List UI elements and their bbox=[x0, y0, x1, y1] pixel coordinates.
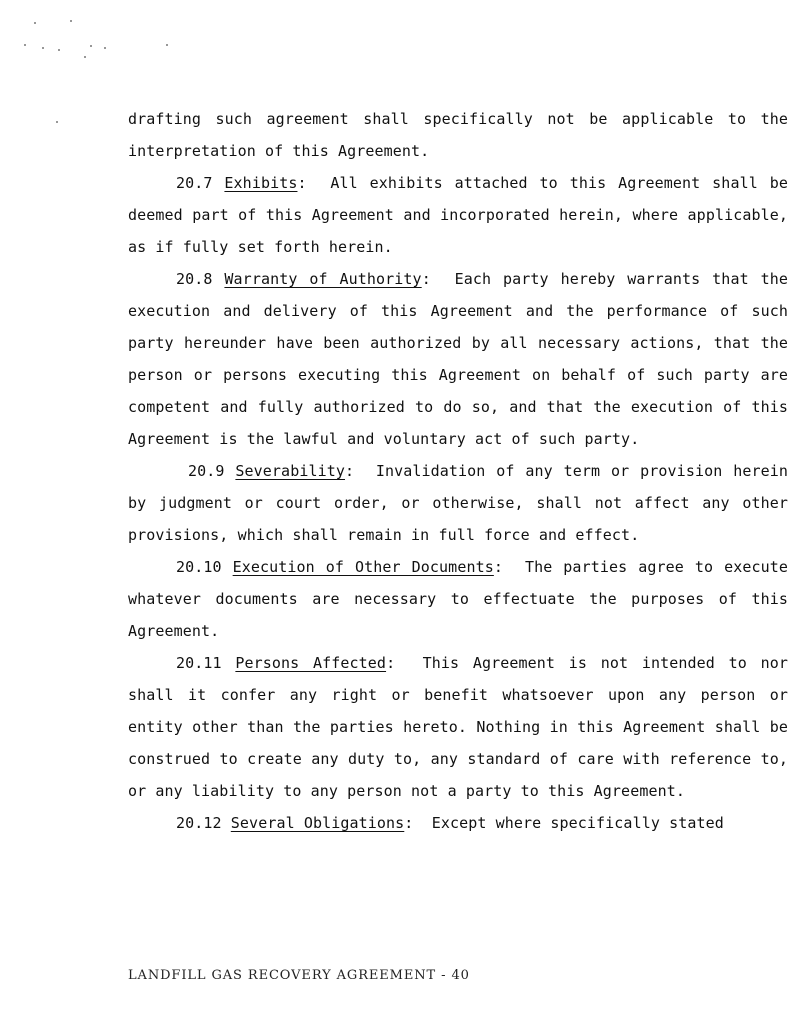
section-number: 20.7 bbox=[176, 174, 213, 192]
section-heading: Several Obligations bbox=[230, 814, 405, 832]
paragraph-20-8: 20.8 Warranty of Authority: Each party hereby warrants that the execution and delivery of this Agreement and the performance of such party hereunder have been authorized by all necessary actions, that the person or persons executing this Agreement on behalf of such party are competent and fully authorized to do so, and that the execution of this Agreement is the lawful and voluntary act of such party. bbox=[128, 270, 788, 448]
paragraph-text: All exhibits attached to this Agreement shall be deemed part of this Agreement and incorporated herein, where applicable, as if fully set forth herein. bbox=[128, 174, 788, 256]
section-number: 20.12 bbox=[176, 814, 222, 832]
section-number: 20.9 bbox=[188, 462, 225, 480]
paragraph-text: This Agreement is not intended to nor shall it confer any right or benefit whatsoever upon any person or entity other than the parties hereto. Nothing in this Agreement shall be construed to create any duty to, any standard of care with reference to, or any liability to any person not a party to this Agreement. bbox=[128, 654, 788, 800]
paragraph-text: Each party hereby warrants that the execution and delivery of this Agreement and the performance of such party hereunder have been authorized by all necessary actions, that the person or persons executing this Agreement on behalf of such party are competent and fully authorized to do so, and that the execution of this Agreement is the lawful and voluntary act of such party. bbox=[128, 270, 788, 448]
paragraph-20-9: 20.9 Severability: Invalidation of any term or provision herein by judgment or court order, or otherwise, shall not affect any other provisions, which shall remain in full force and effect. bbox=[128, 462, 788, 544]
page-footer: LANDFILL GAS RECOVERY AGREEMENT - 40 bbox=[128, 968, 470, 983]
paragraph-continuation bbox=[128, 103, 788, 167]
paragraph-text: Except where specifically stated bbox=[431, 814, 724, 832]
paragraph-20-11: 20.11 Persons Affected: This Agreement is not intended to nor shall it confer any right or benefit whatsoever upon any person or entity other than the parties hereto. Nothing in this Agreement shall be construed to create any duty to, any standard of care with reference to, or any liability to any person not a party to this Agreement. bbox=[128, 654, 788, 800]
paragraph-20-12: 20.12 Several Obligations: Except where specifically stated bbox=[176, 814, 724, 832]
paragraph-text: The parties agree to execute whatever documents are necessary to effectuate the purposes of this Agreement. bbox=[128, 558, 788, 640]
section-number: 20.10 bbox=[176, 558, 222, 576]
paragraph-20-10: 20.10 Execution of Other Documents: The parties agree to execute whatever documents are necessary to effectuate the purposes of this Agreement. bbox=[128, 558, 788, 640]
paragraph-20-7: 20.7 Exhibits: All exhibits attached to this Agreement shall be deemed part of this Agreement and incorporated herein, where applicable, as if fully set forth herein. bbox=[128, 174, 788, 256]
paragraph-text: Invalidation of any term or provision herein by judgment or court order, or otherwise, shall not affect any other provisions, which shall remain in full force and effect. bbox=[128, 462, 788, 544]
paragraph-text: drafting such agreement shall specifically not be applicable to the interpretation of this Agreement. bbox=[128, 110, 788, 160]
section-heading: Persons Affected bbox=[235, 654, 387, 672]
document-body bbox=[128, 103, 788, 839]
section-heading: Exhibits bbox=[224, 174, 298, 192]
section-heading: Execution of Other Documents bbox=[232, 558, 494, 576]
section-number: 20.8 bbox=[176, 270, 213, 288]
section-heading: Severability bbox=[235, 462, 345, 480]
section-heading: Warranty of Authority bbox=[224, 270, 422, 288]
section-number: 20.11 bbox=[176, 654, 222, 672]
